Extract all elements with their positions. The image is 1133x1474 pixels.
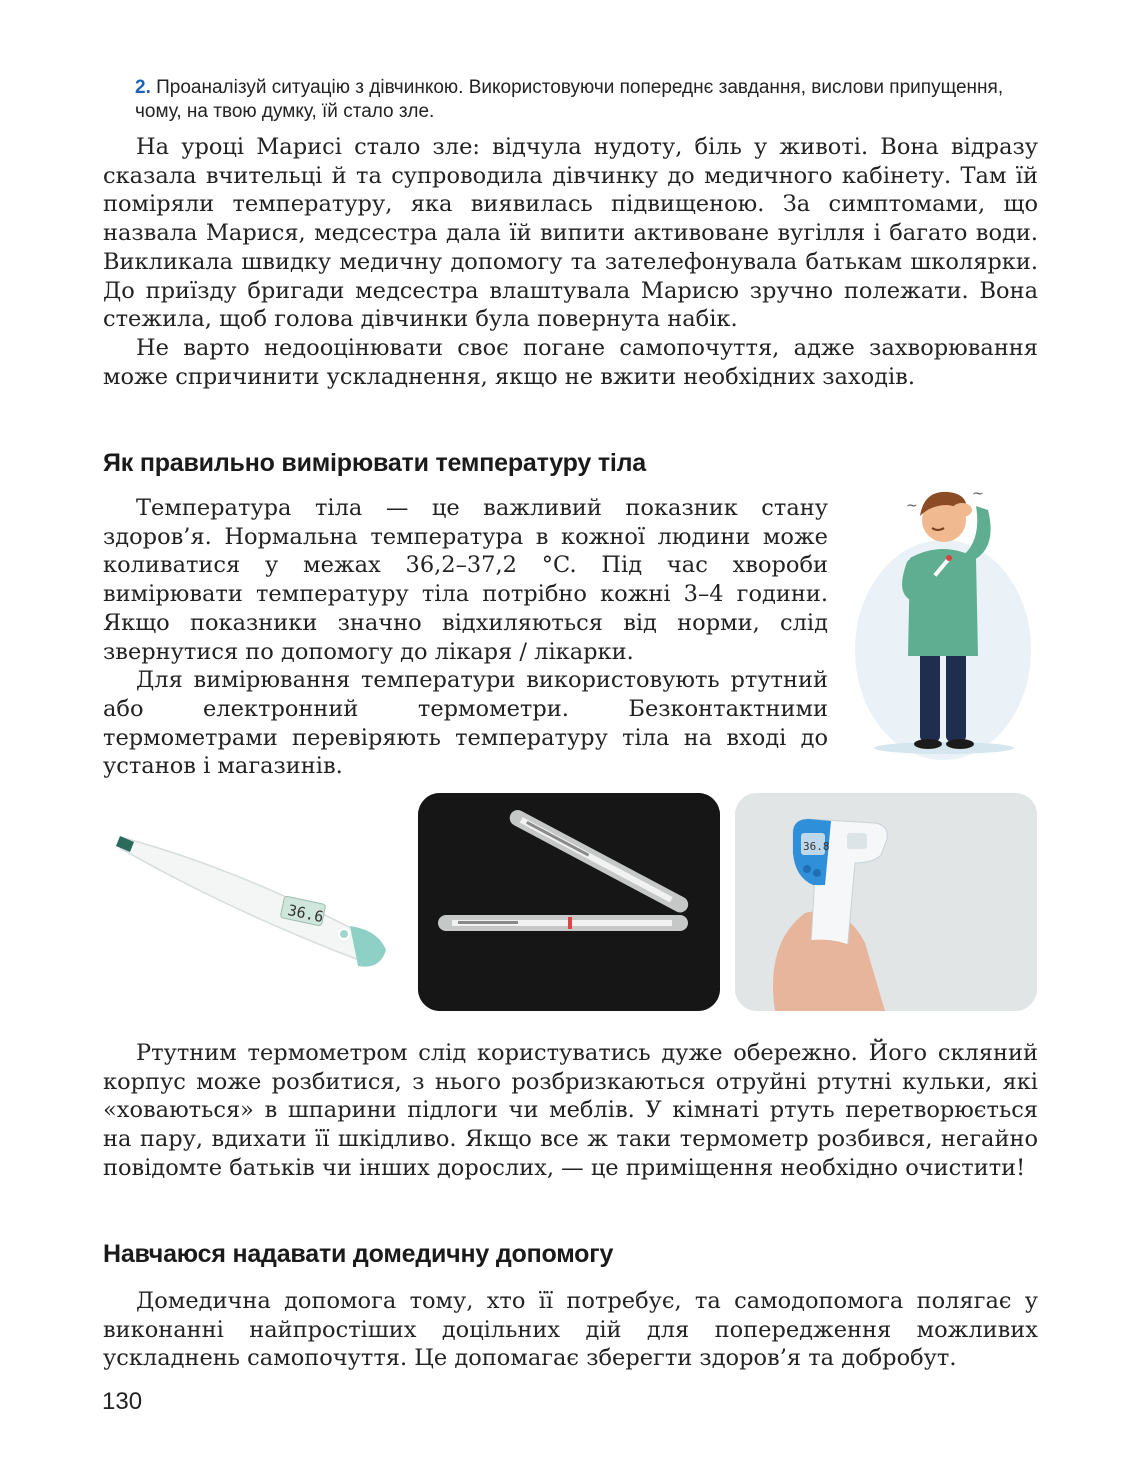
svg-text:~: ~ xyxy=(906,498,918,514)
temperature-paragraph-1: Температура тіла — це важливий показник стану здоров’я. Нормальна температура в кожної людини може коливатися у межах 36,2–37,2 °C. Під час хвороби вимірювати температуру тіла потрібно кожні 3–4 години. Якщо показники значно відхиляються від норми, слід звернутися по допомогу до лікаря / лікарки. xyxy=(103,495,828,665)
section-heading-first-aid: Навчаюся надавати домедичну допомогу xyxy=(103,1240,614,1268)
digital-thermometer-illustration xyxy=(112,830,392,975)
svg-text:~: ~ xyxy=(972,486,984,502)
task-number: 2. xyxy=(135,77,151,98)
first-aid-text xyxy=(103,1287,1038,1373)
mercury-warning-paragraph: Ртутним термометром слід користуватись дуже обережно. Його скляний корпус може розбитися, з нього розбризкаються отруйні ртутні кульки, які «ховаються» в шпарини підлоги чи меблів. У кімнаті ртуть перетворюється на пару, вдихати її шкідливо. Якщо все ж таки термометр розбився, негайно повідомте батьків чи інших дорослих, — це приміщення необхідно очистити! xyxy=(103,1040,1038,1181)
first-aid-paragraph: Домедична допомога тому, хто її потребує, та самодопомога полягає у виконанні найпростіших доцільних дій для попередження можливих ускладнень самопочуття. Це допомагає зберегти здоров’я та добробут. xyxy=(103,1288,1038,1372)
story-paragraph-2: Не варто недооцінювати своє погане самопочуття, адже захворювання може спричинити ускладнення, якщо не вжити необхідних заходів. xyxy=(103,334,1038,390)
task-text: Проаналізуй ситуацію з дівчинкою. Використовуючи попереднє завдання, вислови припущення, чому, на твою думку, їй стало зле. xyxy=(135,77,1004,122)
page-number: 130 xyxy=(102,1388,143,1415)
temperature-text xyxy=(103,494,828,781)
story-text xyxy=(103,133,1038,391)
sick-boy-illustration xyxy=(848,480,1038,760)
mercury-thermometers-photo xyxy=(418,793,720,1011)
digital-display-reading: 36.6 xyxy=(286,901,326,927)
task-block xyxy=(135,76,1040,124)
section-heading-temperature: Як правильно вимірювати температуру тіла xyxy=(103,449,647,477)
story-paragraph-1: На уроці Марисі стало зле: відчула нудоту, біль у животі. Вона відразу сказала вчительці й та супроводила дівчинку до медичного кабінету. Там їй поміряли температуру, яка виявилась підвищеною. За симптомами, що назвала Марися, медсестра дала їй випити активоване вугілля і багато води. Викликала швидку медичну допомогу та зателефонувала батькам школярки. До приїзду бригади медсестра влаштувала Марисю зручно полежати. Вона стежила, щоб голова дівчинки була повернута набік. xyxy=(103,134,1038,333)
ir-display-reading: 36.8 xyxy=(803,840,830,853)
infrared-thermometer-photo xyxy=(735,793,1037,1011)
mercury-warning-text xyxy=(103,1039,1038,1183)
temperature-paragraph-2: Для вимірювання температури використовують ртутний або електронний термометри. Безконтактними термометрами перевіряють температуру тіла на вході до установ і магазинів. xyxy=(103,667,828,780)
